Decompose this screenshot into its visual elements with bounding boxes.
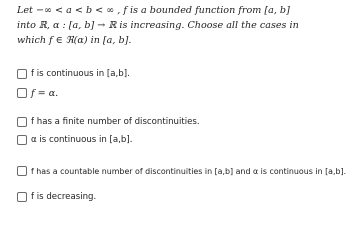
option-f-decreasing[interactable] bbox=[17, 190, 96, 204]
checkbox[interactable] bbox=[17, 192, 27, 202]
checkbox[interactable] bbox=[17, 117, 27, 127]
checkbox[interactable] bbox=[17, 69, 27, 79]
option-label: α is continuous in [a,b]. bbox=[31, 135, 133, 145]
option-countable-discontinuities[interactable] bbox=[17, 164, 346, 178]
option-f-continuous[interactable] bbox=[17, 67, 130, 81]
option-label: f is continuous in [a,b]. bbox=[31, 69, 130, 79]
option-label: f = α. bbox=[31, 87, 59, 99]
option-alpha-continuous[interactable] bbox=[17, 133, 132, 147]
question-line-2: into ℝ, α : [a, b] → ℝ is increasing. Choose all the cases in bbox=[17, 20, 299, 31]
checkbox[interactable] bbox=[17, 88, 27, 98]
option-label: f is decreasing. bbox=[31, 192, 97, 202]
option-f-equals-alpha[interactable] bbox=[17, 86, 58, 100]
question-line-3: which f ∈ ℜ(α) in [a, b]. bbox=[17, 35, 132, 46]
checkbox[interactable] bbox=[17, 135, 27, 145]
question-text bbox=[17, 3, 347, 48]
checkbox[interactable] bbox=[17, 166, 27, 176]
option-label: f has a countable number of discontinuities in [a,b] and α is continuous in [a,b]. bbox=[31, 166, 347, 176]
question-line-1: Let −∞ < a < b < ∞ , f is a bounded function from [a, b] bbox=[17, 5, 290, 16]
option-finite-discontinuities[interactable] bbox=[17, 115, 200, 129]
option-label: f has a finite number of discontinuities. bbox=[31, 117, 200, 127]
